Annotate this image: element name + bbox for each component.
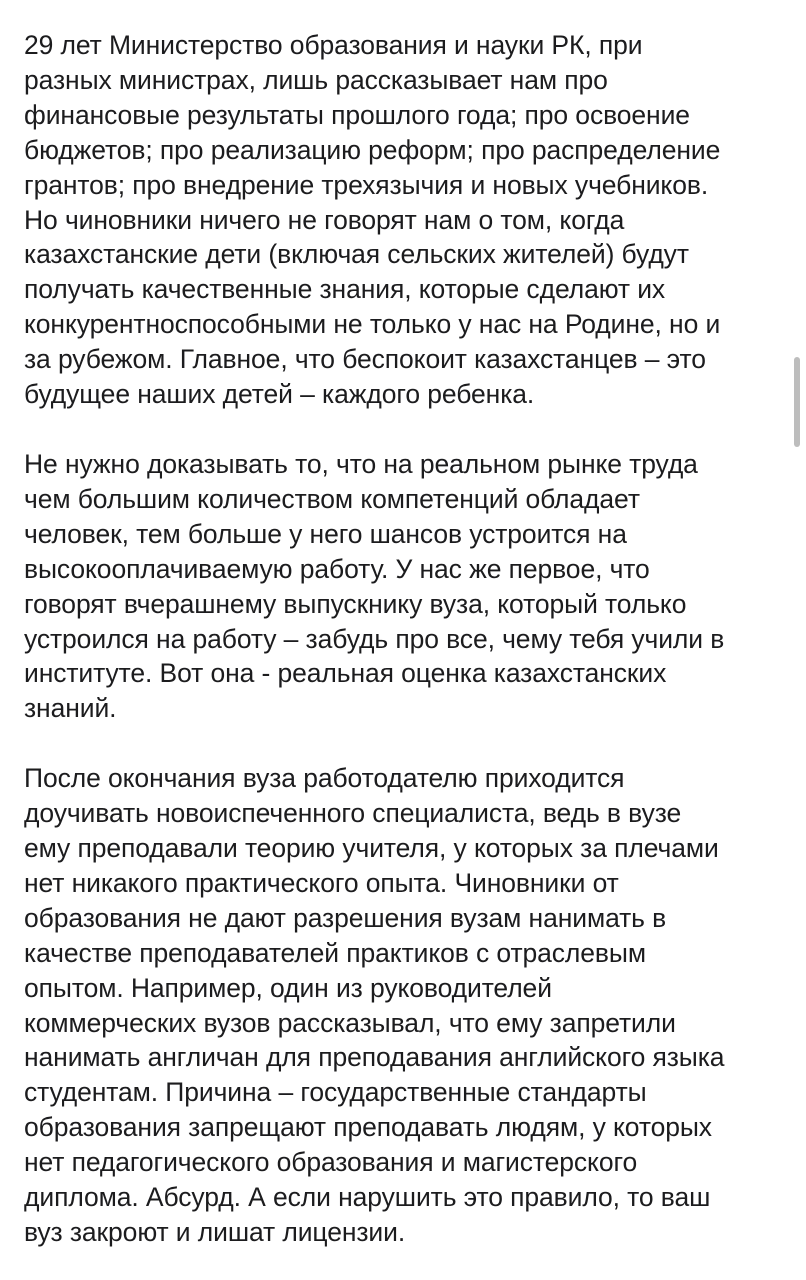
text-line: образования не дают разрешения вузам нанимать в xyxy=(24,902,667,933)
text-line: финансовые результаты прошлого года; про освоение xyxy=(24,99,690,130)
text-line: институте. Вот она - реальная оценка казахстанских xyxy=(24,658,667,689)
text-line: человек, тем больше у него шансов устроится на xyxy=(24,518,627,549)
text-line: за рубежом. Главное, что беспокоит казахстанцев – это xyxy=(24,344,706,375)
paragraph-3 xyxy=(24,761,794,1250)
paragraph-1 xyxy=(24,28,794,412)
text-line: высокооплачиваемую работу. У нас же первое, что xyxy=(24,553,650,584)
text-line: После окончания вуза работодателю приходится xyxy=(24,763,625,794)
text-line: нет никакого практического опыта. Чиновники от xyxy=(24,867,619,898)
text-line: образования запрещают преподавать людям, у которых xyxy=(24,1112,712,1143)
text-line: чем большим количеством компетенций обладает xyxy=(24,483,640,514)
paragraph-spacer xyxy=(24,726,794,761)
text-line: опытом. Например, один из руководителей xyxy=(24,972,552,1003)
text-line: знаний. xyxy=(24,693,117,724)
text-line: студентам. Причина – государственные стандарты xyxy=(24,1077,647,1108)
text-line: качестве преподавателей практиков с отраслевым xyxy=(24,937,646,968)
vertical-scrollbar[interactable] xyxy=(794,357,800,447)
text-line: получать качественные знания, которые сделают их xyxy=(24,274,666,305)
text-line: бюджетов; про реализацию реформ; про распределение xyxy=(24,134,721,165)
text-line: диплома. Абсурд. А если нарушить это правило, то ваш xyxy=(24,1182,711,1213)
text-line: ему преподавали теорию учителя, у которых за плечами xyxy=(24,833,719,864)
text-line: Не нужно доказывать то, что на реальном рынке труда xyxy=(24,448,698,479)
text-line: вуз закроют и лишат лицензии. xyxy=(24,1217,406,1247)
paragraph-spacer xyxy=(24,412,794,447)
text-line: грантов; про внедрение трехязычия и новых учебников. xyxy=(24,169,709,200)
article-body xyxy=(24,28,794,1250)
text-line: нет педагогического образования и магистерского xyxy=(24,1147,638,1178)
text-line: конкурентноспособными не только у нас на Родине, но и xyxy=(24,309,721,340)
text-line: нанимать англичан для преподавания английского языка xyxy=(24,1042,725,1073)
paragraph-2 xyxy=(24,447,794,726)
text-line: говорят вчерашнему выпускнику вуза, который только xyxy=(24,588,687,619)
text-line: казахстанские дети (включая сельских жителей) будут xyxy=(24,239,689,270)
text-line: будущее наших детей – каждого ребенка. xyxy=(24,379,535,410)
text-line: устроился на работу – забудь про все, чему тебя учили в xyxy=(24,623,725,654)
text-line: коммерческих вузов рассказывал, что ему запретили xyxy=(24,1007,676,1038)
text-line: доучивать новоиспеченного специалиста, ведь в вузе xyxy=(24,798,682,829)
text-line: разных министрах, лишь рассказывает нам про xyxy=(24,64,608,95)
text-line: 29 лет Министерство образования и науки РК, при xyxy=(24,30,643,60)
text-line: Но чиновники ничего не говорят нам о том, когда xyxy=(24,204,625,235)
